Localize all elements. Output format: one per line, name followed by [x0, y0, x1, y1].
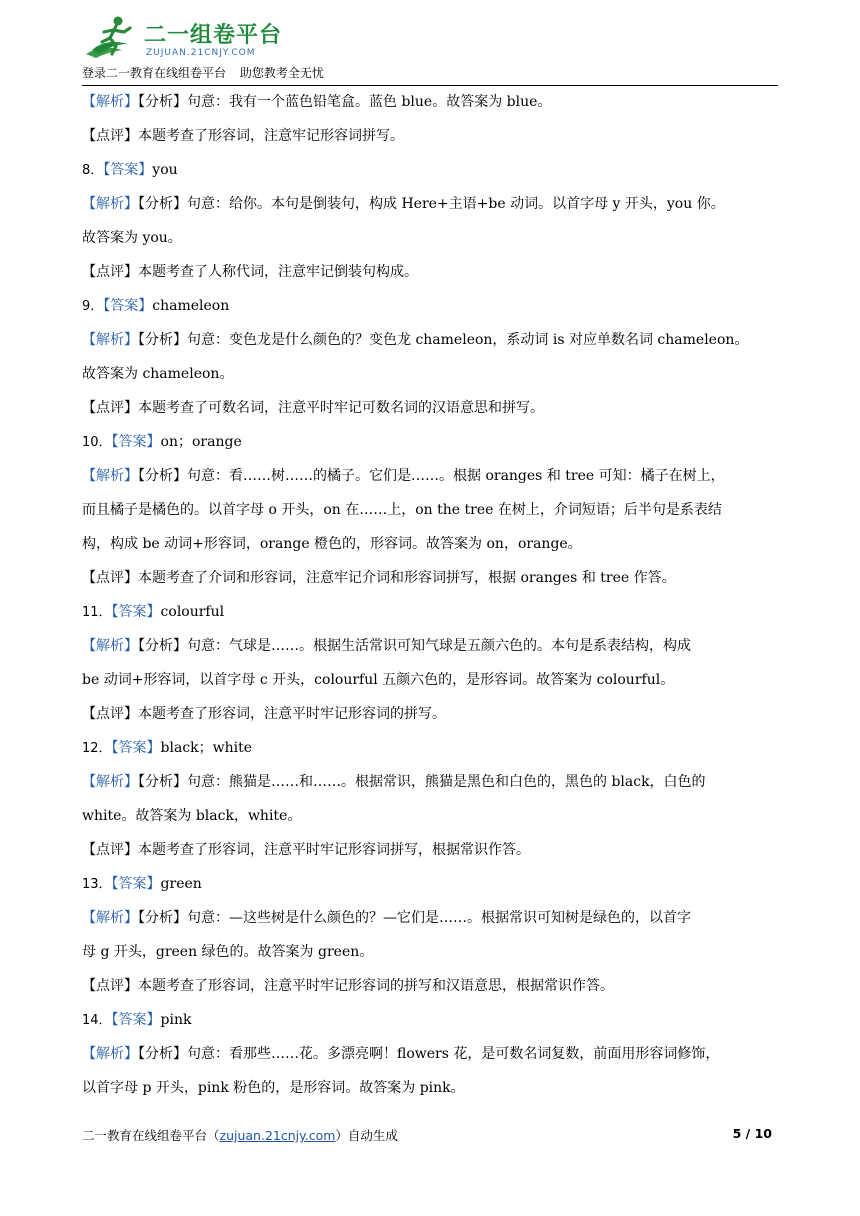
question-number: 12． — [82, 741, 112, 756]
line-text: chameleon — [152, 298, 230, 314]
footer-right-text: ）自动生成 — [335, 1128, 398, 1143]
line-text: 【点评】本题考查了形容词，注意平时牢记形容词拼写，根据常识作答。 — [82, 842, 530, 858]
text-line — [82, 534, 582, 555]
line-text: 【点评】本题考查了形容词，注意平时牢记形容词的拼写。 — [82, 706, 446, 722]
text-line — [82, 500, 722, 521]
text-line — [82, 228, 182, 249]
line-text: white。故答案为 black，white。 — [82, 808, 302, 824]
line-text: 【分析】句意：看……树……的橘子。它们是……。根据 oranges 和 tree 可知：橘子在树上， — [138, 468, 725, 484]
line-text: green — [160, 876, 202, 892]
text-line — [82, 840, 530, 861]
line-text: 【分析】句意：熊猫是……和……。根据常识，熊猫是黑色和白色的，黑色的 black，白色的 — [138, 774, 706, 790]
text-line — [82, 330, 748, 351]
line-text: pink — [160, 1012, 192, 1028]
line-text: 【点评】本题考查了可数名词，注意平时牢记可数名词的汉语意思和拼写。 — [82, 400, 544, 416]
text-line — [82, 1044, 719, 1065]
question-number: 14． — [82, 1013, 112, 1028]
question-number: 13． — [82, 877, 112, 892]
text-line — [82, 806, 301, 827]
line-text: you — [152, 162, 178, 178]
line-text: 【点评】本题考查了人称代词，注意牢记倒装句构成。 — [82, 264, 418, 280]
section-tag: 【答案】 — [111, 434, 161, 450]
section-tag: 【解析】 — [82, 468, 138, 484]
line-text: colourful — [160, 604, 225, 620]
logo-english-text: ZUJUAN.21CNJY.COM — [146, 48, 256, 58]
platform-logo — [82, 14, 778, 62]
section-tag: 【解析】 — [82, 910, 138, 926]
running-figure-icon — [82, 14, 140, 60]
text-line — [82, 92, 551, 113]
text-line — [82, 942, 373, 963]
text-line — [82, 432, 242, 453]
line-text: 故答案为 you。 — [82, 230, 182, 246]
header-divider — [82, 85, 778, 86]
line-text: 【点评】本题考查了介词和形容词，注意牢记介词和形容词拼写，根据 oranges 和 tree 作答。 — [82, 570, 676, 586]
line-text: 故答案为 chameleon。 — [82, 366, 234, 382]
text-line — [82, 194, 725, 215]
line-text: 【分析】句意：气球是……。根据生活常识可知气球是五颜六色的。本句是系表结构，构成 — [138, 638, 691, 654]
text-line — [82, 126, 404, 147]
section-tag: 【答案】 — [111, 740, 161, 756]
text-line — [82, 874, 202, 895]
text-line — [82, 670, 674, 691]
section-tag: 【解析】 — [82, 332, 138, 348]
question-number: 9． — [82, 299, 104, 314]
section-tag: 【答案】 — [111, 876, 161, 892]
text-line — [82, 160, 178, 181]
line-text: on；orange — [160, 434, 242, 450]
line-text: 以首字母 p 开头，pink 粉色的，是形容词。故答案为 pink。 — [82, 1080, 465, 1096]
footer-site-link[interactable]: zujuan.21cnjy.com — [219, 1128, 336, 1143]
page-number: 5 / 10 — [732, 1126, 772, 1141]
header-subtitle — [82, 65, 778, 81]
section-tag: 【答案】 — [111, 604, 161, 620]
text-line — [82, 296, 229, 317]
text-line — [82, 398, 544, 419]
text-line — [82, 466, 725, 487]
text-line — [82, 1010, 192, 1031]
text-line — [82, 704, 446, 725]
text-line — [82, 262, 418, 283]
section-tag: 【解析】 — [82, 774, 138, 790]
question-number: 10． — [82, 435, 112, 450]
line-text: 【点评】本题考查了形容词，注意牢记形容词拼写。 — [82, 128, 404, 144]
page-header — [82, 14, 778, 81]
text-line — [82, 636, 691, 657]
text-line — [82, 568, 676, 589]
text-line — [82, 772, 706, 793]
text-line — [82, 738, 252, 759]
question-number: 8． — [82, 163, 104, 178]
line-text: 母 g 开头，green 绿色的。故答案为 green。 — [82, 944, 374, 960]
line-text: 而且橘子是橘色的。以首字母 o 开头，on 在……上，on the tree 在树上，介词短语；后半句是系表结 — [82, 502, 722, 518]
page-footer — [82, 1126, 778, 1144]
header-subtitle-left: 登录二一教育在线组卷平台 — [82, 66, 227, 80]
line-text: 【分析】句意：变色龙是什么颜色的？变色龙 chameleon，系动词 is 对应单数名词 chameleon。 — [138, 332, 749, 348]
line-text: 【分析】句意：—这些树是什么颜色的？—它们是……。根据常识可知树是绿色的，以首字 — [138, 910, 691, 926]
text-line — [82, 364, 233, 385]
question-number: 11． — [82, 605, 112, 620]
text-line — [82, 602, 224, 623]
section-tag: 【解析】 — [82, 638, 138, 654]
section-tag: 【解析】 — [82, 94, 138, 110]
header-subtitle-right: 助您教考全无忧 — [239, 66, 324, 80]
text-line — [82, 908, 691, 929]
section-tag: 【解析】 — [82, 1046, 138, 1062]
section-tag: 【答案】 — [111, 1012, 161, 1028]
text-line — [82, 1078, 465, 1099]
text-line — [82, 976, 614, 997]
line-text: 【点评】本题考查了形容词，注意平时牢记形容词的拼写和汉语意思，根据常识作答。 — [82, 978, 614, 994]
section-tag: 【解析】 — [82, 196, 138, 212]
footer-left-text: 二一教育在线组卷平台（ — [82, 1128, 220, 1143]
section-tag: 【答案】 — [103, 162, 153, 178]
line-text: 【分析】句意：我有一个蓝色铅笔盒。蓝色 blue。故答案为 blue。 — [138, 94, 552, 110]
line-text: 构，构成 be 动词+形容词，orange 橙色的，形容词。故答案为 on，orange。 — [82, 536, 582, 552]
section-tag: 【答案】 — [103, 298, 153, 314]
line-text: 【分析】句意：给你。本句是倒装句，构成 Here+主语+be 动词。以首字母 y 开头，you 你。 — [138, 196, 725, 212]
line-text: black；white — [160, 740, 253, 756]
line-text: be 动词+形容词，以首字母 c 开头，colourful 五颜六色的，是形容词。故答案为 colourful。 — [82, 672, 675, 688]
logo-chinese-text: 二一组卷平台 — [144, 23, 283, 48]
line-text: 【分析】句意：看那些……花。多漂亮啊！flowers 花，是可数名词复数，前面用形容词修饰， — [138, 1046, 720, 1062]
